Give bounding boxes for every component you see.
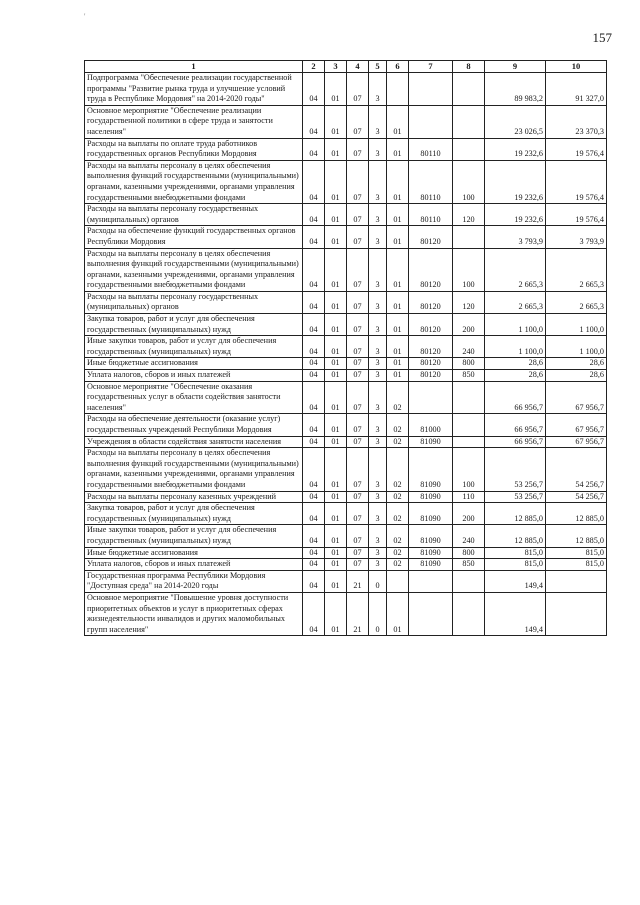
code-col-2: 04 xyxy=(303,491,325,503)
amount-col-9: 19 232,6 xyxy=(485,160,546,203)
code-col-5: 3 xyxy=(369,448,387,491)
code-col-2: 04 xyxy=(303,105,325,138)
code-col-5: 0 xyxy=(369,592,387,635)
code-col-8 xyxy=(453,73,485,106)
code-col-4: 07 xyxy=(347,226,369,248)
code-col-2: 04 xyxy=(303,381,325,414)
code-col-2: 04 xyxy=(303,336,325,358)
code-col-4: 07 xyxy=(347,248,369,291)
code-col-8: 850 xyxy=(453,559,485,571)
item-name: Основное мероприятие "Обеспечение оказания государственных услуг в области содействия занятости населения" xyxy=(85,381,303,414)
table-body xyxy=(85,73,607,636)
amount-col-10 xyxy=(546,570,607,592)
code-col-7: 81090 xyxy=(409,436,453,448)
column-header-2: 2 xyxy=(303,61,325,73)
amount-col-10: 19 576,4 xyxy=(546,160,607,203)
code-col-4: 07 xyxy=(347,414,369,436)
item-name: Расходы на выплаты персоналу в целях обеспечения выполнения функций государственными (муниципальными) органами, казенными учреждениями, органами управления государственными внебюджетными фондами xyxy=(85,160,303,203)
amount-col-10: 815,0 xyxy=(546,547,607,559)
code-col-7 xyxy=(409,381,453,414)
code-col-8 xyxy=(453,226,485,248)
item-name: Расходы на выплаты персоналу государственных (муниципальных) органов xyxy=(85,204,303,226)
code-col-4: 07 xyxy=(347,204,369,226)
code-col-2: 04 xyxy=(303,226,325,248)
code-col-2: 04 xyxy=(303,592,325,635)
code-col-4: 07 xyxy=(347,105,369,138)
item-name: Основное мероприятие "Обеспечение реализации государственной политики в сфере труда и занятости населения" xyxy=(85,105,303,138)
amount-col-10: 67 956,7 xyxy=(546,381,607,414)
code-col-3: 01 xyxy=(325,436,347,448)
item-name: Расходы на выплаты персоналу государственных (муниципальных) органов xyxy=(85,291,303,313)
item-name: Учреждения в области содействия занятости населения xyxy=(85,436,303,448)
code-col-5: 3 xyxy=(369,291,387,313)
code-col-2: 04 xyxy=(303,370,325,382)
code-col-3: 01 xyxy=(325,559,347,571)
code-col-8 xyxy=(453,570,485,592)
table-row xyxy=(85,592,607,635)
table-row xyxy=(85,291,607,313)
code-col-7: 80110 xyxy=(409,160,453,203)
table-row xyxy=(85,491,607,503)
code-col-3: 01 xyxy=(325,248,347,291)
code-col-7 xyxy=(409,105,453,138)
code-col-6: 02 xyxy=(387,448,409,491)
code-col-4: 21 xyxy=(347,592,369,635)
code-col-6: 01 xyxy=(387,226,409,248)
amount-col-9: 28,6 xyxy=(485,358,546,370)
code-col-6: 01 xyxy=(387,160,409,203)
code-col-6: 02 xyxy=(387,414,409,436)
amount-col-9: 149,4 xyxy=(485,570,546,592)
code-col-7: 80120 xyxy=(409,370,453,382)
code-col-4: 07 xyxy=(347,525,369,547)
code-col-5: 3 xyxy=(369,226,387,248)
code-col-6: 01 xyxy=(387,248,409,291)
amount-col-10: 54 256,7 xyxy=(546,448,607,491)
code-col-7: 81090 xyxy=(409,547,453,559)
table-row xyxy=(85,414,607,436)
code-col-6: 02 xyxy=(387,381,409,414)
amount-col-9: 1 100,0 xyxy=(485,336,546,358)
code-col-6: 01 xyxy=(387,204,409,226)
item-name: Подпрограмма "Обеспечение реализации государственной программы "Развитие рынка труда и улучшение условий труда в Республике Мордовия" на 2014-2020 годы" xyxy=(85,73,303,106)
code-col-2: 04 xyxy=(303,436,325,448)
code-col-8: 100 xyxy=(453,160,485,203)
code-col-5: 3 xyxy=(369,547,387,559)
code-col-2: 04 xyxy=(303,559,325,571)
code-col-8 xyxy=(453,381,485,414)
code-col-3: 01 xyxy=(325,381,347,414)
amount-col-9: 66 956,7 xyxy=(485,381,546,414)
code-col-3: 01 xyxy=(325,160,347,203)
amount-col-10: 1 100,0 xyxy=(546,336,607,358)
item-name: Расходы на выплаты персоналу в целях обеспечения выполнения функций государственными (муниципальными) органами, казенными учреждениями, органами управления государственными внебюджетными фондами xyxy=(85,448,303,491)
code-col-8 xyxy=(453,138,485,160)
item-name: Расходы на выплаты по оплате труда работников государственных органов Республики Мордовия xyxy=(85,138,303,160)
code-col-5: 3 xyxy=(369,160,387,203)
code-col-4: 07 xyxy=(347,314,369,336)
code-col-8: 120 xyxy=(453,291,485,313)
item-name: Государственная программа Республики Мордовия "Доступная среда" на 2014-2020 годы xyxy=(85,570,303,592)
code-col-3: 01 xyxy=(325,73,347,106)
table-row xyxy=(85,160,607,203)
amount-col-10: 28,6 xyxy=(546,370,607,382)
code-col-7: 80120 xyxy=(409,336,453,358)
amount-col-10: 23 370,3 xyxy=(546,105,607,138)
code-col-7: 80120 xyxy=(409,314,453,336)
code-col-6: 02 xyxy=(387,547,409,559)
item-name: Уплата налогов, сборов и иных платежей xyxy=(85,559,303,571)
code-col-8: 120 xyxy=(453,204,485,226)
code-col-5: 3 xyxy=(369,370,387,382)
header-row xyxy=(85,61,607,73)
amount-col-9: 149,4 xyxy=(485,592,546,635)
table-row xyxy=(85,314,607,336)
code-col-7 xyxy=(409,73,453,106)
column-header-5: 5 xyxy=(369,61,387,73)
column-header-10: 10 xyxy=(546,61,607,73)
amount-col-10: 3 793,9 xyxy=(546,226,607,248)
amount-col-9: 23 026,5 xyxy=(485,105,546,138)
code-col-7 xyxy=(409,592,453,635)
code-col-3: 01 xyxy=(325,448,347,491)
code-col-2: 04 xyxy=(303,248,325,291)
code-col-4: 07 xyxy=(347,73,369,106)
amount-col-10: 28,6 xyxy=(546,358,607,370)
amount-col-9: 1 100,0 xyxy=(485,314,546,336)
amount-col-9: 3 793,9 xyxy=(485,226,546,248)
amount-col-10: 91 327,0 xyxy=(546,73,607,106)
amount-col-9: 2 665,3 xyxy=(485,248,546,291)
table-row xyxy=(85,547,607,559)
amount-col-10: 19 576,4 xyxy=(546,204,607,226)
code-col-3: 01 xyxy=(325,314,347,336)
code-col-3: 01 xyxy=(325,592,347,635)
item-name: Расходы на выплаты персоналу в целях обеспечения выполнения функций государственными (муниципальными) органами, казенными учреждениями, органами управления государственными внебюджетными фондами xyxy=(85,248,303,291)
code-col-3: 01 xyxy=(325,336,347,358)
code-col-5: 3 xyxy=(369,414,387,436)
table-row xyxy=(85,358,607,370)
table-row xyxy=(85,336,607,358)
amount-col-10: 67 956,7 xyxy=(546,414,607,436)
amount-col-9: 19 232,6 xyxy=(485,138,546,160)
amount-col-9: 28,6 xyxy=(485,370,546,382)
code-col-6: 01 xyxy=(387,291,409,313)
item-name: Иные закупки товаров, работ и услуг для обеспечения государственных (муниципальных) нужд xyxy=(85,525,303,547)
code-col-5: 3 xyxy=(369,314,387,336)
table-row xyxy=(85,570,607,592)
code-col-3: 01 xyxy=(325,414,347,436)
code-col-7: 81090 xyxy=(409,503,453,525)
amount-col-10: 2 665,3 xyxy=(546,248,607,291)
column-header-3: 3 xyxy=(325,61,347,73)
item-name: Иные бюджетные ассигнования xyxy=(85,547,303,559)
code-col-6: 01 xyxy=(387,358,409,370)
code-col-6: 02 xyxy=(387,559,409,571)
table-row xyxy=(85,559,607,571)
code-col-3: 01 xyxy=(325,370,347,382)
code-col-2: 04 xyxy=(303,503,325,525)
table-row xyxy=(85,370,607,382)
item-name: Иные закупки товаров, работ и услуг для обеспечения государственных (муниципальных) нужд xyxy=(85,336,303,358)
code-col-6: 01 xyxy=(387,138,409,160)
amount-col-10: 815,0 xyxy=(546,559,607,571)
code-col-2: 04 xyxy=(303,204,325,226)
code-col-6: 02 xyxy=(387,525,409,547)
table-row xyxy=(85,248,607,291)
amount-col-9: 815,0 xyxy=(485,547,546,559)
code-col-7: 80110 xyxy=(409,138,453,160)
code-col-4: 07 xyxy=(347,336,369,358)
code-col-7: 80110 xyxy=(409,204,453,226)
code-col-4: 21 xyxy=(347,570,369,592)
code-col-5: 3 xyxy=(369,204,387,226)
column-header-6: 6 xyxy=(387,61,409,73)
column-header-9: 9 xyxy=(485,61,546,73)
code-col-4: 07 xyxy=(347,491,369,503)
amount-col-9: 12 885,0 xyxy=(485,503,546,525)
amount-col-10: 2 665,3 xyxy=(546,291,607,313)
code-col-8: 800 xyxy=(453,547,485,559)
code-col-3: 01 xyxy=(325,204,347,226)
code-col-5: 3 xyxy=(369,436,387,448)
item-name: Закупка товаров, работ и услуг для обеспечения государственных (муниципальных) нужд xyxy=(85,503,303,525)
code-col-4: 07 xyxy=(347,291,369,313)
code-col-3: 01 xyxy=(325,226,347,248)
code-col-4: 07 xyxy=(347,547,369,559)
code-col-4: 07 xyxy=(347,503,369,525)
code-col-8: 240 xyxy=(453,336,485,358)
item-name: Расходы на обеспечение функций государственных органов Республики Мордовия xyxy=(85,226,303,248)
amount-col-9: 53 256,7 xyxy=(485,448,546,491)
item-name: Расходы на выплаты персоналу казенных учреждений xyxy=(85,491,303,503)
page-number: 157 xyxy=(592,30,612,45)
code-col-4: 07 xyxy=(347,436,369,448)
code-col-8: 800 xyxy=(453,358,485,370)
code-col-5: 3 xyxy=(369,491,387,503)
item-name: Уплата налогов, сборов и иных платежей xyxy=(85,370,303,382)
amount-col-9: 12 885,0 xyxy=(485,525,546,547)
amount-col-10 xyxy=(546,592,607,635)
table-row xyxy=(85,138,607,160)
code-col-5: 3 xyxy=(369,105,387,138)
code-col-7: 81090 xyxy=(409,491,453,503)
table-row xyxy=(85,381,607,414)
code-col-5: 3 xyxy=(369,138,387,160)
code-col-3: 01 xyxy=(325,547,347,559)
amount-col-9: 19 232,6 xyxy=(485,204,546,226)
code-col-8: 100 xyxy=(453,248,485,291)
code-col-3: 01 xyxy=(325,291,347,313)
code-col-6: 01 xyxy=(387,336,409,358)
amount-col-9: 53 256,7 xyxy=(485,491,546,503)
code-col-2: 04 xyxy=(303,414,325,436)
column-header-1: 1 xyxy=(85,61,303,73)
code-col-4: 07 xyxy=(347,160,369,203)
code-col-5: 3 xyxy=(369,559,387,571)
code-col-8: 240 xyxy=(453,525,485,547)
column-header-4: 4 xyxy=(347,61,369,73)
code-col-2: 04 xyxy=(303,291,325,313)
code-col-2: 04 xyxy=(303,547,325,559)
code-col-2: 04 xyxy=(303,448,325,491)
code-col-8: 110 xyxy=(453,491,485,503)
code-col-5: 0 xyxy=(369,570,387,592)
code-col-6: 02 xyxy=(387,503,409,525)
table-row xyxy=(85,105,607,138)
code-col-2: 04 xyxy=(303,314,325,336)
code-col-3: 01 xyxy=(325,503,347,525)
item-name: Основное мероприятие "Повышение уровня доступности приоритетных объектов и услуг в приоритетных сферах жизнедеятельности инвалидов и других маломобильных групп населения" xyxy=(85,592,303,635)
column-header-7: 7 xyxy=(409,61,453,73)
amount-col-10: 12 885,0 xyxy=(546,503,607,525)
table-row xyxy=(85,503,607,525)
code-col-3: 01 xyxy=(325,105,347,138)
code-col-4: 07 xyxy=(347,381,369,414)
amount-col-10: 67 956,7 xyxy=(546,436,607,448)
amount-col-9: 815,0 xyxy=(485,559,546,571)
budget-table xyxy=(84,60,607,636)
code-col-2: 04 xyxy=(303,73,325,106)
table-row xyxy=(85,448,607,491)
code-col-5: 3 xyxy=(369,248,387,291)
code-col-2: 04 xyxy=(303,525,325,547)
code-col-2: 04 xyxy=(303,160,325,203)
code-col-5: 3 xyxy=(369,525,387,547)
item-name: Закупка товаров, работ и услуг для обеспечения государственных (муниципальных) нужд xyxy=(85,314,303,336)
amount-col-10: 1 100,0 xyxy=(546,314,607,336)
code-col-3: 01 xyxy=(325,491,347,503)
page-mark: ' xyxy=(84,12,86,21)
code-col-6 xyxy=(387,570,409,592)
code-col-6: 02 xyxy=(387,436,409,448)
code-col-3: 01 xyxy=(325,525,347,547)
code-col-6 xyxy=(387,73,409,106)
code-col-7: 80120 xyxy=(409,358,453,370)
code-col-7: 80120 xyxy=(409,291,453,313)
table-row xyxy=(85,226,607,248)
code-col-5: 3 xyxy=(369,381,387,414)
code-col-8 xyxy=(453,414,485,436)
code-col-4: 07 xyxy=(347,448,369,491)
code-col-4: 07 xyxy=(347,138,369,160)
code-col-2: 04 xyxy=(303,138,325,160)
amount-col-10: 19 576,4 xyxy=(546,138,607,160)
code-col-6: 02 xyxy=(387,491,409,503)
amount-col-9: 66 956,7 xyxy=(485,414,546,436)
code-col-4: 07 xyxy=(347,358,369,370)
code-col-2: 04 xyxy=(303,358,325,370)
code-col-5: 3 xyxy=(369,336,387,358)
code-col-5: 3 xyxy=(369,73,387,106)
code-col-3: 01 xyxy=(325,570,347,592)
code-col-8: 100 xyxy=(453,448,485,491)
code-col-5: 3 xyxy=(369,503,387,525)
amount-col-10: 12 885,0 xyxy=(546,525,607,547)
amount-col-9: 66 956,7 xyxy=(485,436,546,448)
code-col-6: 01 xyxy=(387,592,409,635)
table-row xyxy=(85,525,607,547)
code-col-4: 07 xyxy=(347,559,369,571)
table-row xyxy=(85,204,607,226)
code-col-7 xyxy=(409,570,453,592)
code-col-8: 200 xyxy=(453,314,485,336)
code-col-7: 80120 xyxy=(409,248,453,291)
code-col-8 xyxy=(453,105,485,138)
amount-col-10: 54 256,7 xyxy=(546,491,607,503)
code-col-7: 81090 xyxy=(409,559,453,571)
table-row xyxy=(85,436,607,448)
item-name: Иные бюджетные ассигнования xyxy=(85,358,303,370)
column-header-8: 8 xyxy=(453,61,485,73)
code-col-7: 81090 xyxy=(409,448,453,491)
code-col-8 xyxy=(453,436,485,448)
code-col-3: 01 xyxy=(325,138,347,160)
amount-col-9: 2 665,3 xyxy=(485,291,546,313)
code-col-7: 81000 xyxy=(409,414,453,436)
code-col-5: 3 xyxy=(369,358,387,370)
code-col-6: 01 xyxy=(387,314,409,336)
code-col-7: 80120 xyxy=(409,226,453,248)
code-col-6: 01 xyxy=(387,105,409,138)
code-col-4: 07 xyxy=(347,370,369,382)
code-col-8: 200 xyxy=(453,503,485,525)
table-row xyxy=(85,73,607,106)
code-col-7: 81090 xyxy=(409,525,453,547)
code-col-8 xyxy=(453,592,485,635)
code-col-6: 01 xyxy=(387,370,409,382)
code-col-2: 04 xyxy=(303,570,325,592)
code-col-3: 01 xyxy=(325,358,347,370)
item-name: Расходы на обеспечение деятельности (оказание услуг) государственных учреждений Республики Мордовия xyxy=(85,414,303,436)
amount-col-9: 89 983,2 xyxy=(485,73,546,106)
code-col-8: 850 xyxy=(453,370,485,382)
